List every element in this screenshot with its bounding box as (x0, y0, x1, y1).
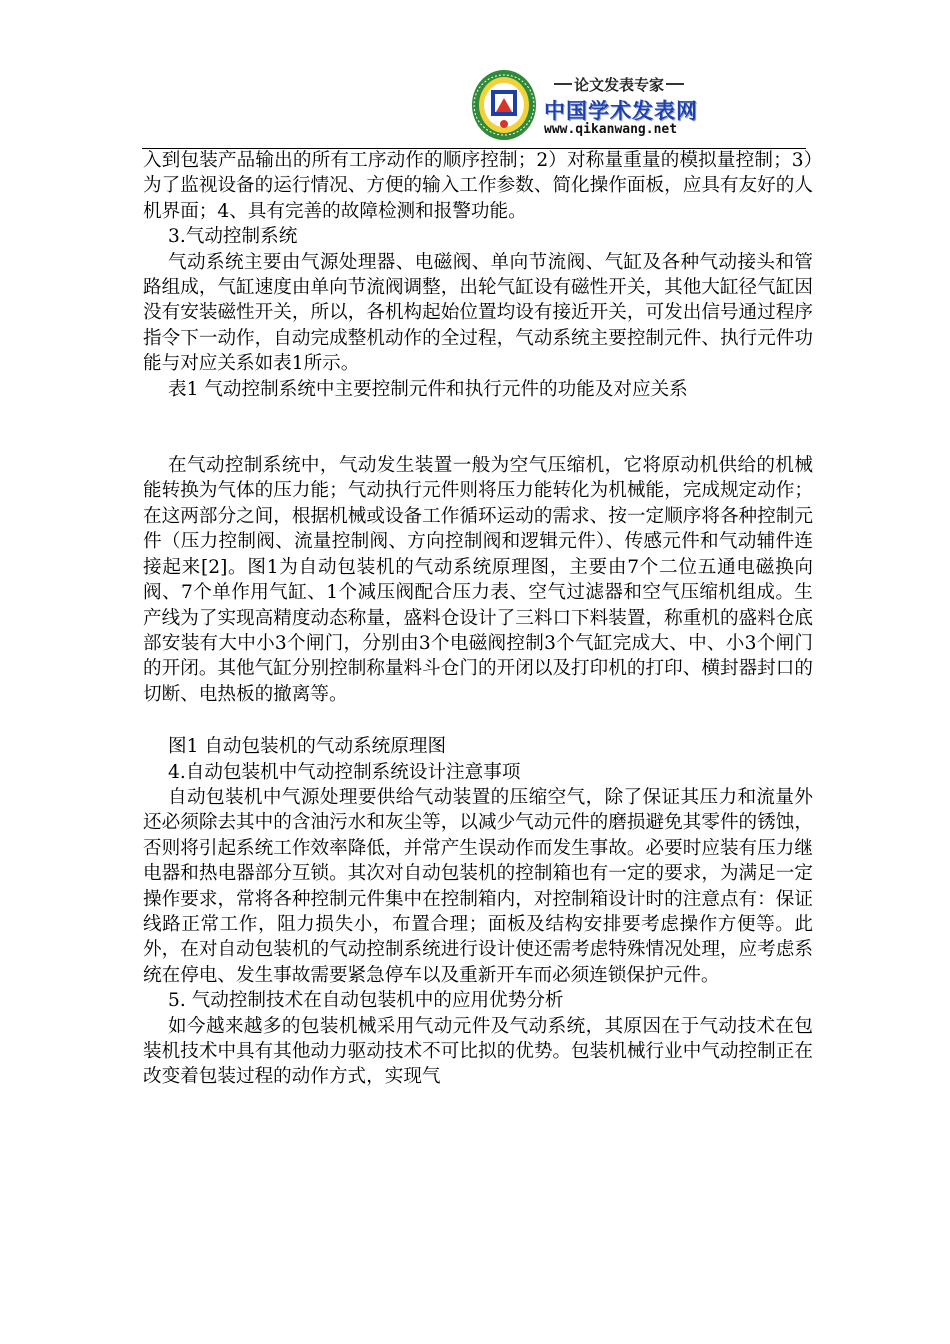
figure-caption: 图1 自动包装机的气动系统原理图 (168, 736, 447, 758)
paragraph-4: 自动包装机中气源处理要供给气动装置的压缩空气，除了保证其压力和流量外还必须除去其中的含油污水和灰尘等，以减少气动元件的磨损避免其零件的锈蚀，否则将引起系统工作效率降低，并常产生误动作而发生事故。必要时应装有压力继电器和热电器部分互锁。其次对自动包装机的控制箱也有一定的要求，为满足一定操作要求，常将各种控制元件集中在控制箱内，对控制箱设计时的注意点有：保证线路正常工作，阻力损失小，布置合理；面板及结构安排要考虑操作方便等。此外，在对自动包装机的气动控制系统进行设计使还需考虑特殊情况处理，应考虑系统在停电、发生事故需要紧急停车以及重新开车而必须连锁保护元件。 (143, 786, 813, 986)
table-placeholder (143, 402, 813, 453)
table-caption: 表1 气动控制系统中主要控制元件和执行元件的功能及对应关系 (168, 378, 688, 400)
article-body (143, 148, 813, 1090)
paragraph-5: 如今越来越多的包装机械采用气动元件及气动系统，其原因在于气动技术在包装机技术中具有其他动力驱动技术不可比拟的优势。包装机械行业中气动控制正在改变着包装过程的动作方式，实现气 (143, 1015, 813, 1088)
seal-icon (470, 68, 538, 142)
logo-name: 中国学术发表网 (544, 99, 698, 123)
section-heading-4: 4.自动包装机中气动控制系统设计注意事项 (168, 761, 521, 783)
figure-placeholder (143, 707, 813, 734)
paragraph-3: 在气动控制系统中，气动发生装置一般为空气压缩机，它将原动机供给的机械能转换为气体的压力能；气动执行元件则将压力能转化为机械能，完成规定动作；在这两部分之间，根据机械或设备工作循环运动的需求、按一定顺序将各种控制元件（压力控制阀、流量控制阀、方向控制阀和逻辑元件）、传感元件和气动辅件连接起来[2]。图1为自动包装机的气动系统原理图，主要由7个二位五通电磁换向阀、7个单作用气缸、1个减压阀配合压力表、空气过滤器和空气压缩机组成。生产线为了实现高精度动态称量，盛料仓设计了三料口下料装置，称重机的盛料仓底部安装有大中小3个闸门，分别由3个电磁阀控制3个气缸完成大、中、小3个闸门的开闭。其他气缸分别控制称量料斗仓门的开闭以及打印机的打印、横封器封口的切断、电热板的撤离等。 (143, 455, 813, 705)
logo-url: www.qikanwang.net (544, 122, 678, 137)
paragraph-1: 入到包装产品输出的所有工序动作的顺序控制；2）对称量重量的模拟量控制；3）为了监视设备的运行情况、方便的输入工作参数、简化操作面板，应具有友好的人机界面；4、具有完善的故障检测和报警功能。 (143, 150, 813, 222)
section-heading-3: 3.气动控制系统 (168, 226, 298, 248)
section-heading-5: 5. 气动控制技术在自动包装机中的应用优势分析 (168, 990, 564, 1012)
paragraph-2: 气动系统主要由气源处理器、电磁阀、单向节流阀、气缸及各种气动接头和管路组成，气缸速度由单向节流阀调整，出轮气缸设有磁性开关，其他大缸径气缸因没有安装磁性开关，所以，各机构起始位置均设有接近开关，可发出信号通过程序指令下一动作，自动完成整机动作的全过程，气动系统主要控制元件、执行元件功能与对应关系如表1所示。 (143, 251, 813, 375)
site-logo (470, 68, 698, 142)
logo-slogan: 论文发表专家 (542, 74, 696, 94)
